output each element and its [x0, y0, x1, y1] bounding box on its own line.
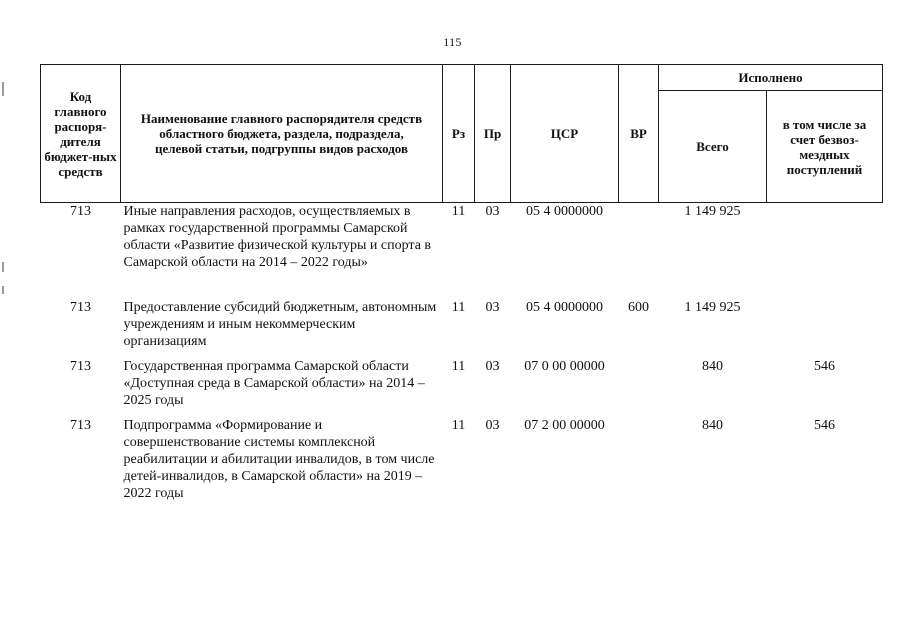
cell-pr: 03: [485, 204, 500, 219]
cell-gratuitous: [767, 203, 883, 300]
cell-total: 840: [702, 359, 723, 374]
cell-code: 713: [70, 300, 91, 315]
cell-csr: 05 4 0000000: [526, 204, 603, 219]
page-number: 115: [443, 35, 462, 49]
cell-rz: 11: [451, 359, 466, 374]
cell-csr: 07 2 00 00000: [524, 418, 605, 433]
header-gratuitous: в том числе за счет безвоз-мездных поступлений: [767, 91, 883, 203]
cell-pr: 03: [485, 359, 500, 374]
cell-code: 713: [70, 204, 91, 219]
cell-name: Государственная программа Самарской области «Доступная среда в Самарской области» на 2014 – 2025 годы: [123, 359, 425, 408]
cell-csr: 05 4 0000000: [526, 300, 603, 315]
header-pr: Пр: [475, 65, 511, 203]
header-code: Код главного распоря-дителя бюджет-ных средств: [41, 65, 121, 203]
cell-total: 1 149 925: [684, 300, 741, 315]
header-vr: ВР: [619, 65, 659, 203]
header-executed: Исполнено: [659, 65, 883, 91]
cell-rz: 11: [451, 204, 466, 219]
cell-gratuitous: 546: [814, 359, 835, 374]
table-header: [41, 65, 883, 203]
cell-code: 713: [70, 359, 91, 374]
cell-name: Предоставление субсидий бюджетным, автономным учреждениям и иным некоммерческим организациям: [123, 300, 437, 349]
cell-name: Подпрограмма «Формирование и совершенствование системы комплексной реабилитации и абилитации инвалидов, в том числе детей-инвалидов, в Самарской области» на 2019 – 2022 годы: [123, 418, 435, 501]
scan-mark: [2, 82, 4, 96]
cell-code: 713: [70, 418, 91, 433]
cell-gratuitous: 546: [814, 418, 835, 433]
cell-rz: 11: [451, 418, 466, 433]
header-total: Всего: [659, 91, 767, 203]
table-body: [41, 203, 883, 508]
header-rz: Рз: [443, 65, 475, 203]
cell-rz: 11: [451, 300, 466, 315]
table-row: [41, 203, 883, 300]
cell-vr: 600: [628, 300, 649, 315]
header-csr: ЦСР: [511, 65, 619, 203]
cell-pr: 03: [485, 418, 500, 433]
cell-vr: [619, 417, 659, 507]
budget-table: [40, 64, 883, 507]
table-row: [41, 358, 883, 417]
header-name: Наименование главного распорядителя средств областного бюджета, раздела, подраздела, целевой статьи, подгруппы видов расходов: [121, 65, 443, 203]
cell-vr: [619, 358, 659, 417]
table-row: [41, 417, 883, 507]
budget-sheet: [40, 64, 882, 507]
cell-vr: [619, 203, 659, 300]
cell-csr: 07 0 00 00000: [524, 359, 605, 374]
cell-pr: 03: [485, 300, 500, 315]
scan-mark: [2, 286, 4, 294]
table-row: [41, 299, 883, 358]
cell-name: Иные направления расходов, осуществляемых в рамках государственной программы Самарской области «Развитие физической культуры и спорта в Самарской области на 2014 – 2022 годы»: [123, 204, 432, 270]
cell-gratuitous: [767, 299, 883, 358]
cell-total: 1 149 925: [684, 204, 741, 219]
cell-total: 840: [702, 418, 723, 433]
scan-mark: [2, 262, 4, 272]
